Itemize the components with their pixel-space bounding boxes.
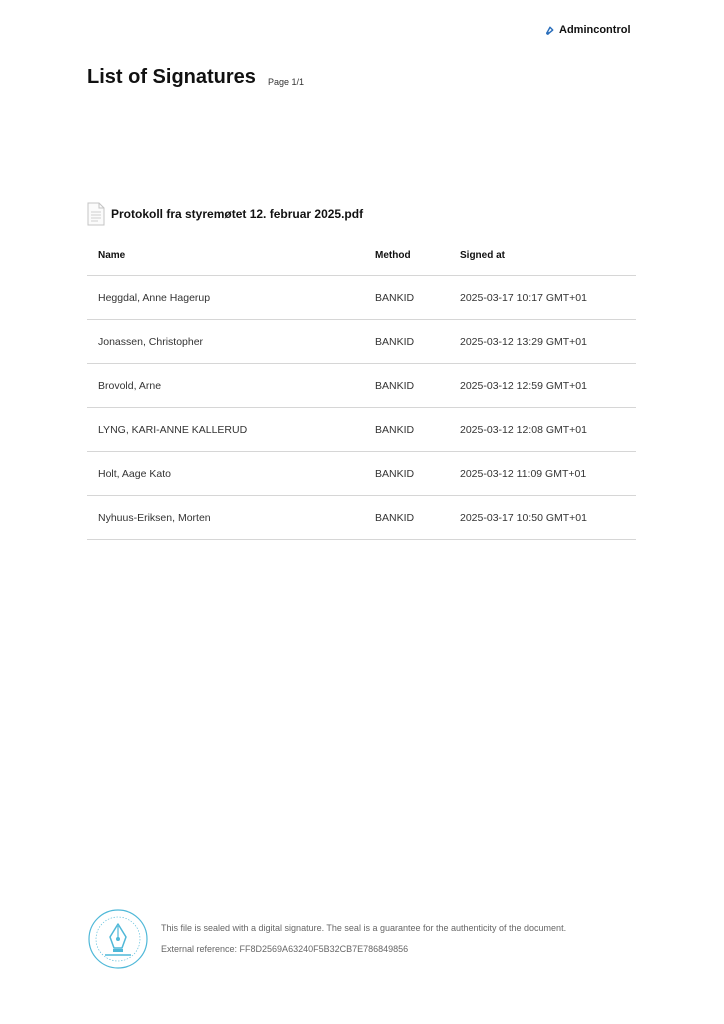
signatures-table (87, 236, 636, 540)
brand-logo (544, 24, 631, 36)
signer-name: Jonassen, Christopher (98, 335, 204, 348)
table-header (87, 236, 636, 276)
signed-at: 2025-03-12 13:29 GMT+01 (460, 335, 587, 348)
table-row (87, 276, 636, 320)
external-reference: External reference: FF8D2569A63240F5B32CB7E786849856 (161, 944, 409, 954)
page-number: Page 1/1 (268, 77, 305, 87)
signer-name: Nyhuus-Eriksen, Morten (98, 511, 211, 524)
seal-footer (87, 908, 566, 970)
document-icon (87, 202, 105, 226)
brand-name: Admincontrol (559, 24, 631, 36)
signed-at: 2025-03-12 11:09 GMT+01 (460, 467, 587, 480)
signing-method: BANKID (375, 379, 415, 392)
document-header (87, 202, 363, 226)
signing-method: BANKID (375, 511, 415, 524)
table-row (87, 452, 636, 496)
table-row (87, 364, 636, 408)
admincontrol-logo-icon (544, 25, 555, 36)
signed-at: 2025-03-12 12:59 GMT+01 (460, 379, 587, 392)
signing-method: BANKID (375, 335, 415, 348)
signing-method: BANKID (375, 291, 415, 304)
seal-text-block (161, 918, 566, 960)
column-header-signed-at: Signed at (460, 250, 506, 261)
signed-at: 2025-03-17 10:17 GMT+01 (460, 291, 587, 304)
seal-pen-nib-icon (87, 908, 149, 970)
signing-method: BANKID (375, 467, 415, 480)
signer-name: Heggdal, Anne Hagerup (98, 291, 211, 304)
table-row (87, 496, 636, 540)
table-row (87, 320, 636, 364)
document-filename: Protokoll fra styremøtet 12. februar 2025.pdf (111, 207, 364, 221)
seal-statement: This file is sealed with a digital signature. The seal is a guarantee for the authenticity of the document. (161, 923, 567, 933)
signed-at: 2025-03-12 12:08 GMT+01 (460, 423, 587, 436)
signer-name: Holt, Aage Kato (98, 467, 171, 480)
column-header-method: Method (375, 250, 411, 261)
page-title: List of Signatures (87, 66, 256, 88)
signed-at: 2025-03-17 10:50 GMT+01 (460, 511, 587, 524)
table-row (87, 408, 636, 452)
column-header-name: Name (98, 250, 126, 261)
signer-name: Brovold, Arne (98, 379, 162, 392)
signing-method: BANKID (375, 423, 415, 436)
signer-name: LYNG, KARI-ANNE KALLERUD (98, 423, 248, 436)
